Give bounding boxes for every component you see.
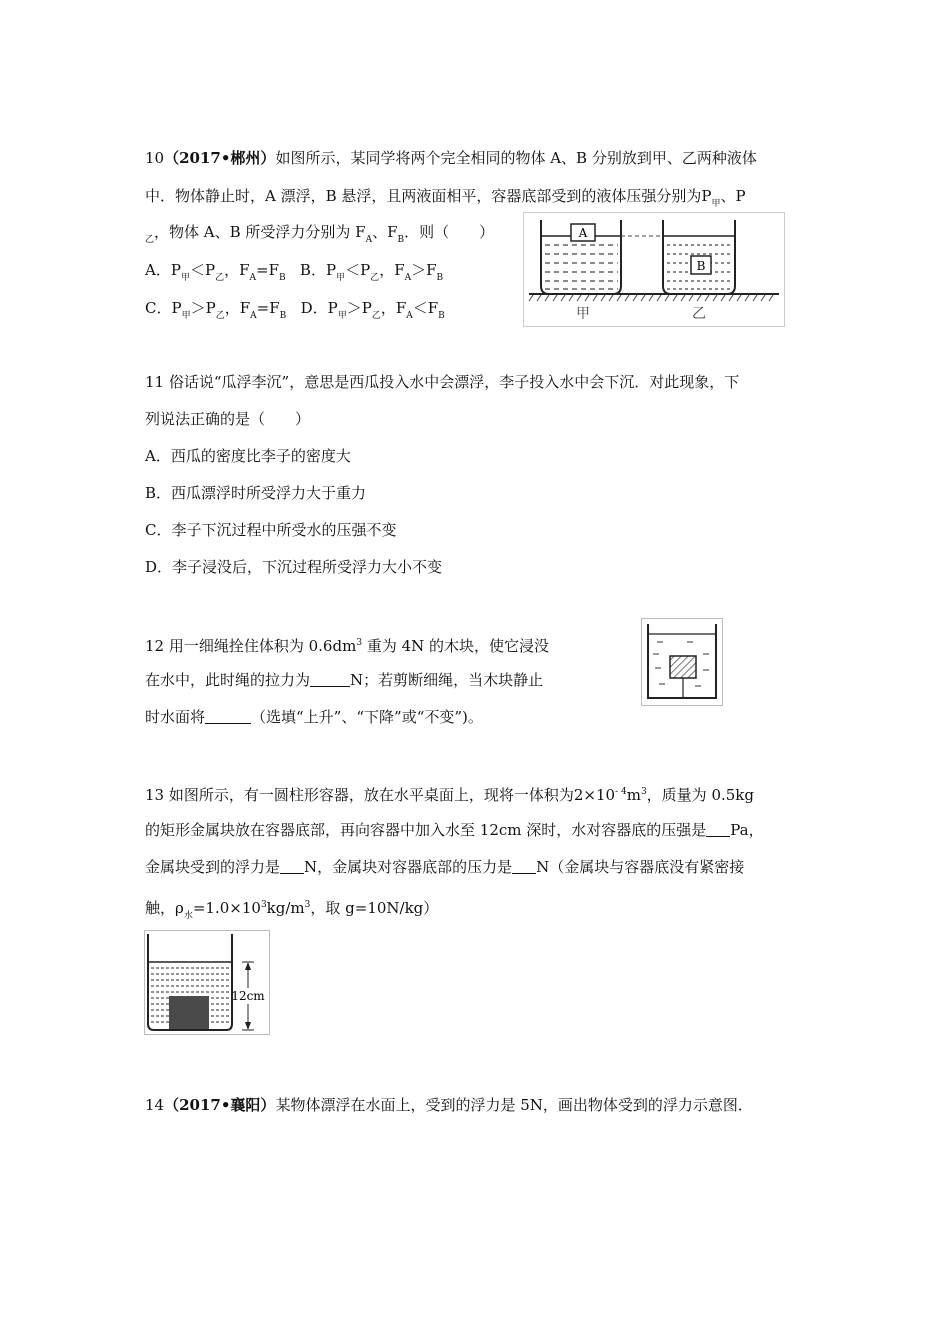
q13-line-2 xyxy=(145,820,764,840)
q13-text-4c: kg/m xyxy=(266,899,305,917)
q10-number: 10 xyxy=(145,149,165,167)
comma: ，F xyxy=(224,299,251,317)
q12-text-2a: 在水中，此时绳的拉力为 xyxy=(145,671,311,689)
p-symbol: P xyxy=(735,187,746,205)
sub-yi: 乙 xyxy=(371,311,381,321)
q13-text-2a: 的矩形金属块放在容器底部，再向容器中加入水至 12cm 深时，水对容器底的压强是 xyxy=(145,821,707,839)
q13-text-3a: 金属块受到的浮力是 xyxy=(145,858,281,876)
comma: ，F xyxy=(379,261,405,279)
separator: 、 xyxy=(720,187,736,205)
lt: ＜F xyxy=(412,299,439,317)
option-a-label: A．P xyxy=(145,261,181,279)
q11-line-2: 列说法正确的是（ ） xyxy=(145,410,311,428)
comma: ，F xyxy=(380,299,407,317)
q11-option-b: B．西瓜漂浮时所受浮力大于重力 xyxy=(145,484,367,502)
separator: 、 xyxy=(372,223,388,241)
sub-a: A xyxy=(249,273,256,283)
option-c-label: C．P xyxy=(145,299,182,317)
answer-blank-buoyancy[interactable] xyxy=(280,859,304,874)
q12-line-1 xyxy=(145,633,549,656)
sub-b: B xyxy=(278,273,286,283)
answer-blank-force[interactable] xyxy=(512,859,536,874)
q13-text-2b: Pa， xyxy=(730,821,764,839)
sub-b: B xyxy=(397,235,405,245)
gt: ＞ xyxy=(346,299,362,317)
q13-line-4 xyxy=(145,895,438,926)
q10-figure xyxy=(523,212,785,327)
q13-text-4b: =1.0×10 xyxy=(192,899,261,917)
q13-text-3c: N（金属块与容器底没有紧密接 xyxy=(536,858,745,876)
q11-option-c: C．李子下沉过程中所受水的压强不变 xyxy=(145,521,397,539)
label-a: A xyxy=(578,226,588,240)
q13-text-1a: 13 如图所示，有一圆柱形容器，放在水平桌面上，现将一体积为2×10 xyxy=(145,786,616,804)
gt: ＞ xyxy=(190,299,206,317)
q10-then: ．则（ ） xyxy=(404,223,495,241)
q11-option-a: A．西瓜的密度比李子的密度大 xyxy=(145,447,351,465)
q10-line-3: $_乙$，物体 A、B 所受浮力分别为 $F_A$、$F_B$．则（ ） xyxy=(145,223,495,245)
sub-a: A xyxy=(406,311,413,321)
q14-text: 某物体漂浮在水面上，受到的浮力是 5N，画出物体受到的浮力示意图． xyxy=(275,1096,753,1114)
exp: 3 xyxy=(260,900,267,910)
q13-line-1 xyxy=(145,782,754,805)
sub-shui: 水 xyxy=(183,911,193,921)
q12-text-3a: 时水面将 xyxy=(145,708,206,726)
q11-line-1: 11 俗话说“瓜浮李沉”，意思是西瓜投入水中会漂浮，李子投入水中会下沉．对此现象，下 xyxy=(145,373,740,391)
option-b-label: B．P xyxy=(299,261,337,279)
sub-a: A xyxy=(250,311,257,321)
comma: ，F xyxy=(224,261,250,279)
sub-jia: 甲 xyxy=(181,311,191,321)
sub-jia: 甲 xyxy=(336,273,346,283)
answer-blank-pressure[interactable] xyxy=(706,822,730,837)
q14-line xyxy=(145,1095,753,1115)
q13-text-3b: N，金属块对容器底部的压力是 xyxy=(304,858,513,876)
depth-label: 12cm xyxy=(231,989,265,1003)
answer-blank-water-level[interactable] xyxy=(205,709,251,724)
q10-source: （2017•郴州） xyxy=(164,149,276,167)
sub-jia: 甲 xyxy=(711,199,721,209)
q12-text-1b: 重为 4N 的木块，使它浸没 xyxy=(362,637,550,655)
sub-yi: 乙 xyxy=(215,311,225,321)
q13-text-4d: ，取 g=10N/kg） xyxy=(310,899,439,917)
q13-text-4a: 触，ρ xyxy=(145,899,184,917)
q13-line-3 xyxy=(145,857,744,877)
q10-line-2 xyxy=(145,186,746,214)
sub-a: A xyxy=(365,235,373,245)
exp: 3 xyxy=(640,787,647,797)
option-d-label: D．P xyxy=(300,299,338,317)
q10-text-2: 中．物体静止时，A 漂浮，B 悬浮，且两液面相平，容器底部受到的液体压强分别为 xyxy=(145,187,702,205)
label-b: B xyxy=(696,259,706,273)
sub-b: B xyxy=(279,311,287,321)
q12-figure xyxy=(641,618,723,706)
sub-b: B xyxy=(436,273,444,283)
exp: 3 xyxy=(304,900,311,910)
exp: 3 xyxy=(356,638,363,648)
q12-line-3 xyxy=(145,707,483,727)
answer-blank-tension[interactable] xyxy=(310,672,350,687)
q12-text-1a: 12 用一细绳拴住体积为 0.6dm xyxy=(145,637,357,655)
q10-text-3: ，物体 A、B 所受浮力分别为 F xyxy=(154,223,366,241)
q11-option-d: D．李子浸没后，下沉过程所受浮力大小不变 xyxy=(145,558,443,576)
q10-options-ab: A．$P_甲<P_乙$，$F_A=F_B$ B．$P_甲<P_乙$，$F_A>F_B$ xyxy=(145,261,444,283)
sub-a: A xyxy=(404,273,412,283)
sub-yi: 乙 xyxy=(370,273,380,283)
q10-options-cd: C．$P_甲>P_乙$，$F_A=F_B$ D．$P_甲>P_乙$，$F_A<F_B$ xyxy=(145,299,445,321)
q14-source: （2017•襄阳） xyxy=(164,1096,276,1114)
q13-text-1c: ，质量为 0.5kg xyxy=(646,786,754,804)
sub-jia: 甲 xyxy=(337,311,347,321)
q10-text-1: 如图所示，某同学将两个完全相同的物体 A、B 分别放到甲、乙两种液体 xyxy=(275,149,757,167)
p-symbol: P xyxy=(701,187,712,205)
lt: ＜ xyxy=(189,261,205,279)
q13-figure xyxy=(144,930,270,1035)
exp: - 4 xyxy=(615,787,627,797)
unit: m xyxy=(626,786,641,804)
sub-yi: 乙 xyxy=(215,273,225,283)
q10-line-1 xyxy=(145,148,757,168)
gt: ＞F xyxy=(411,261,437,279)
q12-text-2b: N；若剪断细绳，当木块静止 xyxy=(350,671,544,689)
q12-line-2 xyxy=(145,670,543,690)
q14-number: 14 xyxy=(145,1096,165,1114)
label-yi: 乙 xyxy=(692,306,706,322)
eq: =F xyxy=(256,261,279,279)
sub-jia: 甲 xyxy=(180,273,190,283)
lt: ＜ xyxy=(345,261,361,279)
sub-yi: 乙 xyxy=(145,235,155,245)
q12-text-3b: （选填“上升”、“下降”或“不变”)。 xyxy=(251,708,483,726)
sub-b: B xyxy=(438,311,445,321)
label-jia: 甲 xyxy=(576,306,590,322)
eq: =F xyxy=(256,299,280,317)
